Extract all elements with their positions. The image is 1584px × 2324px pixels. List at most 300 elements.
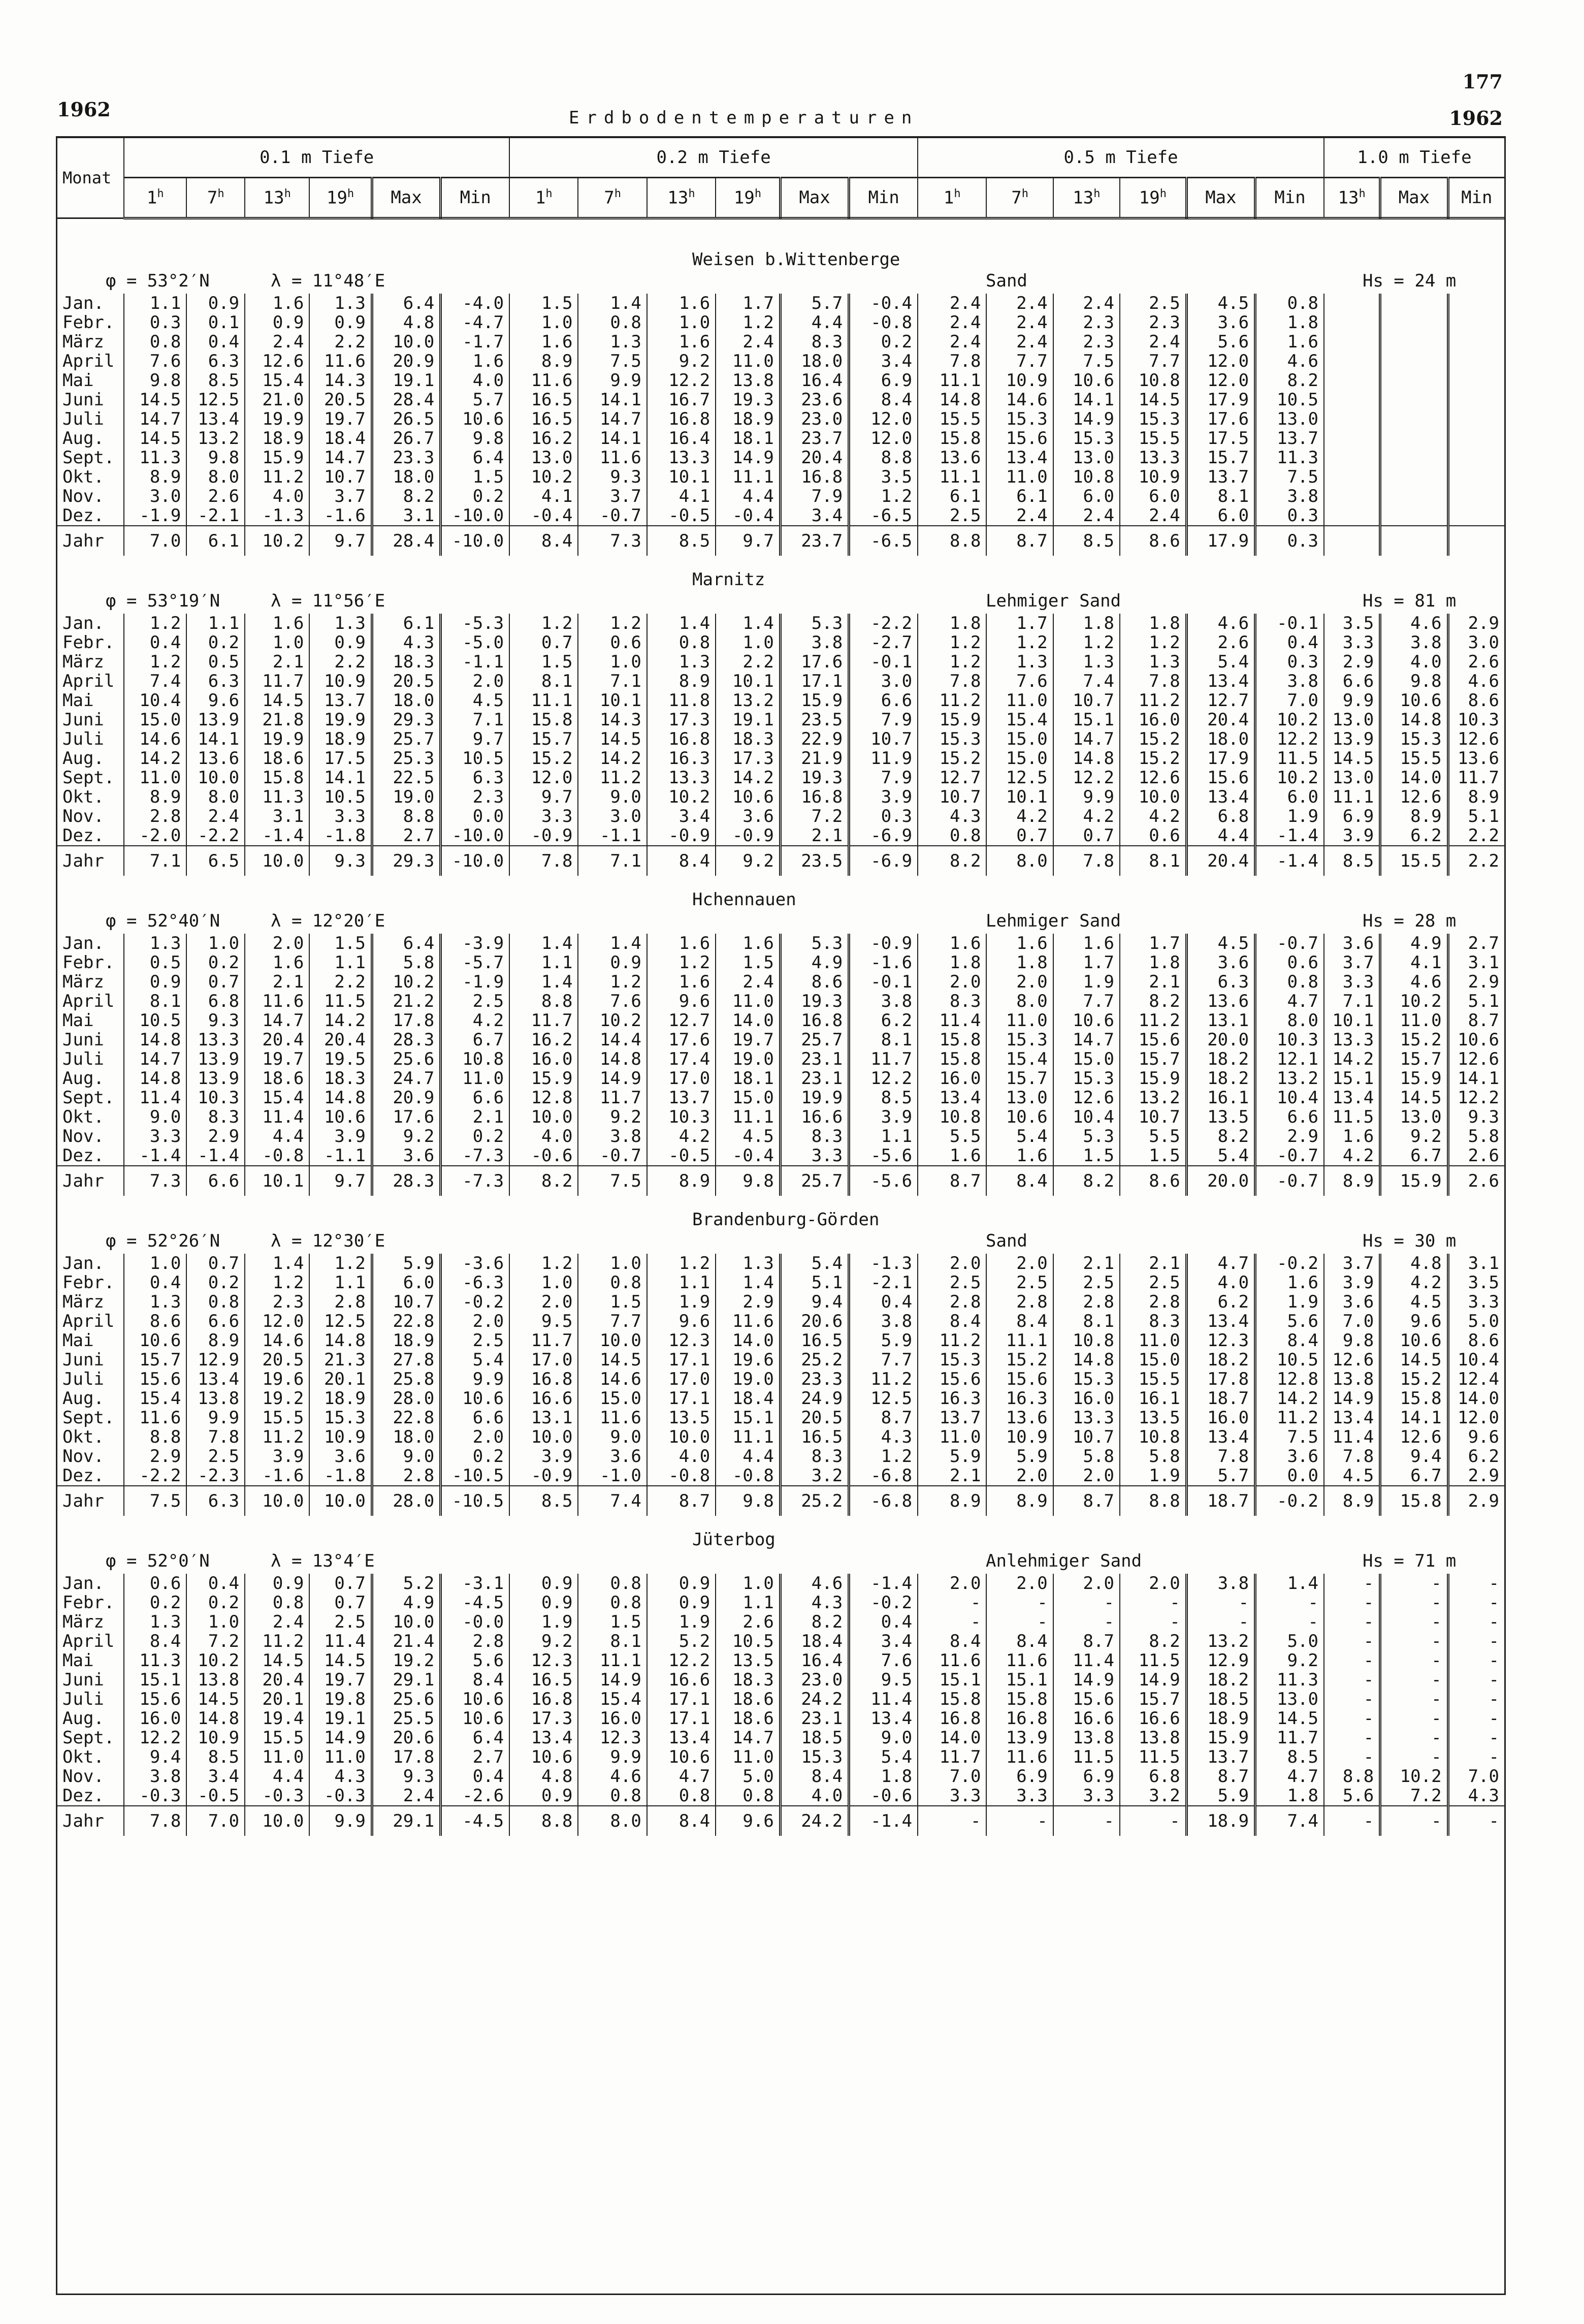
table-cell: 2.0 [1053, 1466, 1120, 1486]
table-cell: -1.9 [124, 506, 186, 526]
table-cell: 15.6 [1053, 1690, 1120, 1709]
table-cell: 20.5 [309, 390, 372, 409]
hour-value: 1 [535, 187, 546, 208]
table-cell: 9.2 [647, 352, 716, 371]
table-cell: 1.0 [578, 1254, 646, 1273]
table-cell: 9.8 [1324, 1331, 1380, 1350]
station-info [57, 876, 1504, 934]
station-soil: Sand [986, 1231, 1027, 1251]
table-cell: 1.8 [918, 614, 986, 633]
table-cell: 0.6 [1255, 953, 1324, 972]
table-cell: 1.1 [309, 1273, 372, 1292]
table-cell: 20.4 [245, 1030, 309, 1049]
table-cell: -10.5 [441, 1466, 509, 1486]
table-cell: - [1380, 1632, 1448, 1651]
station-hs: Hs = 81 m [1363, 591, 1457, 611]
table-cell: 15.5 [245, 1408, 309, 1427]
table-cell: 10.2 [1255, 710, 1324, 729]
table-cell: 14.7 [1053, 729, 1120, 749]
table-cell: 9.8 [716, 1166, 780, 1196]
table-cell: 12.1 [1255, 1049, 1324, 1069]
table-cell: 1.9 [1255, 1292, 1324, 1312]
table-cell: 7.2 [1380, 1786, 1448, 1806]
month-label: Juni [62, 710, 104, 730]
table-cell: 15.4 [245, 371, 309, 390]
table-cell: 1.1 [186, 614, 245, 633]
header-min: Min [1255, 178, 1324, 218]
table-row [57, 409, 1504, 429]
header-max: Max [1186, 178, 1255, 218]
table-cell: 11.4 [1324, 1427, 1380, 1447]
table-cell: 23.1 [780, 1069, 849, 1088]
table-cell: 20.9 [372, 352, 440, 371]
table-cell: 13.7 [647, 1088, 716, 1107]
table-cell: 15.4 [245, 1088, 309, 1107]
table-cell: 15.0 [716, 1088, 780, 1107]
table-cell: 3.6 [1324, 934, 1380, 953]
table-cell: 0.2 [186, 1593, 245, 1612]
table-cell [1324, 429, 1380, 448]
table-cell: 10.0 [309, 1486, 372, 1516]
table-cell: 9.8 [186, 448, 245, 467]
table-cell: 1.4 [509, 934, 578, 953]
table-cell: 14.5 [186, 1690, 245, 1709]
table-cell: 2.4 [716, 332, 780, 352]
table-cell [1324, 294, 1380, 313]
table-cell: 6.2 [1186, 1292, 1255, 1312]
table-cell: 4.1 [647, 487, 716, 506]
table-cell: 1.3 [1120, 652, 1186, 672]
table-cell: 1.7 [1053, 953, 1120, 972]
table-cell: 8.9 [918, 1486, 986, 1516]
table-cell: 11.6 [986, 1651, 1053, 1670]
station-header-row [57, 876, 1504, 934]
table-cell: 0.4 [849, 1612, 918, 1632]
table-cell: 8.9 [186, 1331, 245, 1350]
table-cell: 20.9 [372, 1088, 440, 1107]
table-cell: 11.7 [578, 1088, 646, 1107]
table-cell: 10.1 [245, 1166, 309, 1196]
table-cell: 0.8 [647, 633, 716, 652]
table-cell: 14.1 [1053, 390, 1120, 409]
table-cell: 16.6 [1120, 1709, 1186, 1728]
year-right: 1962 [1449, 107, 1503, 130]
table-cell: 9.0 [849, 1728, 918, 1747]
station-phi: φ = 52°40′N [106, 911, 220, 931]
table-cell: 10.0 [509, 1427, 578, 1447]
table-cell: 20.5 [245, 1350, 309, 1370]
year-left: 1962 [57, 98, 111, 121]
table-cell: 1.6 [918, 934, 986, 953]
table-cell: 7.5 [124, 1486, 186, 1516]
table-cell: 13.4 [1324, 1408, 1380, 1427]
table-cell: -5.6 [849, 1146, 918, 1166]
table-cell [1380, 332, 1448, 352]
table-row [57, 448, 1504, 467]
table-cell: 2.4 [1120, 332, 1186, 352]
table-cell: 20.4 [245, 1670, 309, 1690]
table-cell: 17.0 [509, 1350, 578, 1370]
table-cell: 6.1 [918, 487, 986, 506]
table-cell: 15.9 [509, 1069, 578, 1088]
table-cell: 14.2 [716, 768, 780, 787]
table-cell: 11.0 [986, 691, 1053, 710]
table-row [57, 749, 1504, 768]
table-cell: 8.8 [509, 992, 578, 1011]
table-cell: 9.2 [372, 1127, 440, 1146]
table-cell: 0.7 [309, 1574, 372, 1593]
station-lambda: λ = 12°30′E [271, 1231, 385, 1251]
table-cell: 14.5 [245, 1651, 309, 1670]
table-cell: - [1380, 1612, 1448, 1632]
table-cell: -3.1 [441, 1574, 509, 1593]
table-cell: 5.3 [1053, 1127, 1120, 1146]
table-cell: 6.4 [441, 1728, 509, 1747]
table-cell: 4.2 [1324, 1146, 1380, 1166]
table-cell: 11.7 [509, 1331, 578, 1350]
table-cell: - [986, 1806, 1053, 1836]
table-row [57, 313, 1504, 332]
table-cell [1380, 429, 1448, 448]
table-cell: 5.0 [1255, 1632, 1324, 1651]
table-cell: 4.3 [918, 807, 986, 826]
table-cell: 13.8 [186, 1670, 245, 1690]
table-cell: 7.2 [780, 807, 849, 826]
table-cell: 2.4 [918, 294, 986, 313]
table-row [57, 992, 1504, 1011]
table-cell: 15.2 [1380, 1370, 1448, 1389]
table-row [57, 710, 1504, 729]
month-label: April [62, 991, 115, 1011]
table-cell: 11.5 [1053, 1747, 1120, 1767]
table-cell: 11.2 [245, 1427, 309, 1447]
table-cell: 10.6 [441, 1690, 509, 1709]
table-cell: 23.5 [780, 846, 849, 876]
table-cell: 1.2 [309, 1254, 372, 1273]
table-cell: - [1380, 1651, 1448, 1670]
table-cell: 15.0 [986, 729, 1053, 749]
table-cell: 9.3 [1448, 1107, 1504, 1127]
table-cell: 15.6 [986, 429, 1053, 448]
table-cell: 7.9 [780, 487, 849, 506]
table-cell: 15.7 [509, 729, 578, 749]
table-cell: 11.1 [716, 1427, 780, 1447]
table-cell: 15.1 [716, 1408, 780, 1427]
table-cell: -0.2 [441, 1292, 509, 1312]
table-cell: 10.6 [124, 1331, 186, 1350]
table-cell: 20.0 [1186, 1166, 1255, 1196]
table-cell: 10.6 [1380, 1331, 1448, 1350]
table-cell: 29.1 [372, 1806, 440, 1836]
table-cell: - [1448, 1574, 1504, 1593]
table-row [57, 1088, 1504, 1107]
table-cell: 6.4 [372, 934, 440, 953]
table-cell: -1.4 [849, 1806, 918, 1836]
header-min: Min [1448, 178, 1504, 218]
table-cell: 0.8 [647, 1786, 716, 1806]
table-cell: 14.9 [1324, 1389, 1380, 1408]
table-body [57, 218, 1504, 1836]
table-cell: -0.8 [647, 1466, 716, 1486]
table-cell: 4.7 [1255, 1767, 1324, 1786]
month-label: Nov. [62, 1766, 104, 1787]
table-cell: 12.2 [1448, 1088, 1504, 1107]
table-cell: 11.7 [245, 672, 309, 691]
table-cell: 18.2 [1186, 1049, 1255, 1069]
month-label: Okt. [62, 1107, 104, 1127]
table-cell: 11.3 [245, 787, 309, 807]
table-cell: 7.1 [124, 846, 186, 876]
table-cell: 18.0 [372, 1427, 440, 1447]
table-cell: 13.3 [1120, 448, 1186, 467]
table-cell: 8.2 [1255, 371, 1324, 390]
table-cell [1324, 332, 1380, 352]
table-cell: 25.5 [372, 1709, 440, 1728]
table-cell: -2.2 [186, 826, 245, 846]
table-cell: 4.5 [1380, 1292, 1448, 1312]
table-cell: 11.2 [918, 1331, 986, 1350]
table-cell: 4.3 [1448, 1786, 1504, 1806]
table-cell: 0.7 [1053, 826, 1120, 846]
table-cell: 2.9 [124, 1447, 186, 1466]
table-cell: -0.7 [1255, 1166, 1324, 1196]
table-row [57, 1049, 1504, 1069]
month-label: Aug. [62, 748, 104, 769]
table-cell: 2.4 [986, 506, 1053, 526]
station-name: Weisen b.Wittenberge [692, 249, 900, 270]
table-cell: 2.8 [1120, 1292, 1186, 1312]
table-cell [1324, 506, 1380, 526]
station-header-row [57, 218, 1504, 294]
table-cell: 12.2 [647, 1651, 716, 1670]
table-cell [1380, 371, 1448, 390]
table-cell: 3.6 [1255, 1447, 1324, 1466]
table-cell: 17.4 [647, 1049, 716, 1069]
table-cell: 7.7 [1120, 352, 1186, 371]
table-cell: 13.9 [986, 1728, 1053, 1747]
table-cell: 5.4 [441, 1350, 509, 1370]
table-cell: 11.1 [716, 467, 780, 487]
table-cell: 8.2 [780, 1612, 849, 1632]
table-cell [1324, 352, 1380, 371]
table-cell: - [1448, 1709, 1504, 1728]
table-cell: 15.4 [124, 1389, 186, 1408]
table-cell: 4.5 [1324, 1466, 1380, 1486]
table-cell: 4.2 [1120, 807, 1186, 826]
table-cell: 2.0 [1053, 1574, 1120, 1593]
table-cell: 10.8 [1120, 371, 1186, 390]
table-cell: 4.4 [245, 1767, 309, 1786]
month-label: April [62, 1631, 115, 1651]
table-cell: 2.4 [918, 332, 986, 352]
table-cell: 11.1 [509, 691, 578, 710]
table-cell: 18.2 [1186, 1350, 1255, 1370]
table-cell: -0.8 [849, 313, 918, 332]
table-cell: 10.9 [309, 1427, 372, 1447]
table-cell: 16.3 [986, 1389, 1053, 1408]
table-row [57, 371, 1504, 390]
table-cell: 2.0 [918, 1574, 986, 1593]
month-label: Juli [62, 409, 104, 429]
table-cell: 3.6 [1186, 953, 1255, 972]
table-cell: 28.4 [372, 390, 440, 409]
table-cell: 2.0 [441, 1312, 509, 1331]
table-cell: 0.4 [186, 332, 245, 352]
table-cell: 19.2 [245, 1389, 309, 1408]
station-hs: Hs = 24 m [1363, 271, 1457, 291]
table-cell: 14.8 [1053, 1350, 1120, 1370]
table-cell: 0.8 [1255, 972, 1324, 992]
table-cell: 7.6 [124, 352, 186, 371]
table-cell: 2.4 [245, 1612, 309, 1632]
station-name: Hchennauen [692, 889, 796, 910]
table-cell: 4.6 [1448, 672, 1504, 691]
table-cell: 18.9 [1186, 1806, 1255, 1836]
table-cell: 1.3 [986, 652, 1053, 672]
table-cell: 2.6 [1448, 1146, 1504, 1166]
month-label: Dez. [62, 1466, 104, 1486]
table-cell [1448, 487, 1504, 506]
table-cell: 4.1 [1380, 953, 1448, 972]
table-cell: 4.5 [1186, 294, 1255, 313]
table-cell: 16.8 [509, 1370, 578, 1389]
table-cell: 14.7 [245, 1011, 309, 1030]
table-cell: 13.0 [509, 448, 578, 467]
table-cell: 2.1 [1120, 972, 1186, 992]
table-cell: 8.1 [849, 1030, 918, 1049]
table-cell: 3.6 [578, 1447, 646, 1466]
table-cell: -0.3 [124, 1786, 186, 1806]
table-cell: 8.6 [780, 972, 849, 992]
table-cell: 0.9 [186, 294, 245, 313]
table-cell: 5.2 [647, 1632, 716, 1651]
table-cell: 8.1 [1120, 846, 1186, 876]
table-cell: 4.7 [1186, 1254, 1255, 1273]
table-cell: 19.6 [716, 1350, 780, 1370]
month-label: Juli [62, 1689, 104, 1709]
table-cell: 7.1 [1324, 992, 1380, 1011]
table-row [57, 807, 1504, 826]
table-row [57, 1312, 1504, 1331]
table-cell [1380, 313, 1448, 332]
table-cell: 1.7 [986, 614, 1053, 633]
table-cell: 8.8 [124, 1427, 186, 1447]
table-cell: - [918, 1806, 986, 1836]
table-cell: 7.4 [1053, 672, 1120, 691]
table-cell: 7.7 [849, 1350, 918, 1370]
table-cell: 10.2 [186, 1651, 245, 1670]
table-cell: 13.3 [1053, 1408, 1120, 1427]
table-cell: 20.6 [372, 1728, 440, 1747]
table-cell: 5.6 [1255, 1312, 1324, 1331]
table-cell: 29.1 [372, 1670, 440, 1690]
table-cell: -2.2 [124, 1466, 186, 1486]
table-cell: 1.9 [1120, 1466, 1186, 1486]
table-cell: 1.8 [1120, 614, 1186, 633]
table-cell: 2.9 [186, 1127, 245, 1146]
header-max: Max [780, 178, 849, 218]
table-cell: 1.5 [578, 1292, 646, 1312]
table-cell: 18.5 [780, 1728, 849, 1747]
table-cell: 8.2 [1186, 1127, 1255, 1146]
table-cell [1448, 352, 1504, 371]
table-cell: 1.1 [716, 1593, 780, 1612]
table-cell: 3.8 [1255, 672, 1324, 691]
table-cell: 19.0 [372, 787, 440, 807]
table-cell: 13.2 [186, 429, 245, 448]
table-cell: 14.7 [716, 1728, 780, 1747]
table-cell: 16.8 [647, 729, 716, 749]
table-cell: 24.9 [780, 1389, 849, 1408]
table-cell: 1.2 [849, 1447, 918, 1466]
table-cell: 15.7 [1120, 1049, 1186, 1069]
table-cell: 11.4 [849, 1690, 918, 1709]
table-cell: 11.7 [509, 1011, 578, 1030]
table-row [57, 429, 1504, 448]
table-cell: 14.1 [1448, 1069, 1504, 1088]
table-cell: 17.8 [372, 1011, 440, 1030]
table-cell: 10.3 [1255, 1030, 1324, 1049]
table-cell: 13.3 [647, 448, 716, 467]
table-cell: 6.5 [186, 846, 245, 876]
table-cell: 8.7 [1448, 1011, 1504, 1030]
table-cell: 0.8 [245, 1593, 309, 1612]
table-cell: 17.3 [647, 710, 716, 729]
table-cell: 10.6 [441, 1389, 509, 1408]
table-cell: 17.1 [647, 1350, 716, 1370]
table-cell: 3.4 [849, 352, 918, 371]
table-cell: 16.5 [509, 409, 578, 429]
table-cell: 9.6 [647, 1312, 716, 1331]
table-cell: 15.1 [1324, 1069, 1380, 1088]
table-cell: 12.3 [647, 1331, 716, 1350]
table-cell: 13.6 [986, 1408, 1053, 1427]
table-cell: 4.9 [780, 953, 849, 972]
table-row [57, 1331, 1504, 1350]
table-cell: 8.3 [1120, 1312, 1186, 1331]
table-cell [1324, 390, 1380, 409]
table-cell: 1.0 [716, 1574, 780, 1593]
table-cell: 12.0 [1186, 371, 1255, 390]
table-cell: 19.5 [309, 1049, 372, 1069]
table-cell: 9.9 [578, 1747, 646, 1767]
station-header-row [57, 1196, 1504, 1254]
month-label: Sept. [62, 1728, 115, 1748]
table-cell: 20.1 [245, 1690, 309, 1709]
table-cell: 23.5 [780, 710, 849, 729]
table-cell: 0.9 [509, 1593, 578, 1612]
table-cell: 15.2 [918, 749, 986, 768]
table-cell: 7.5 [578, 1166, 646, 1196]
table-cell: 16.4 [647, 429, 716, 448]
table-cell: 12.5 [849, 1389, 918, 1408]
month-label: Okt. [62, 787, 104, 807]
table-cell: 10.7 [372, 1292, 440, 1312]
table-cell: 3.8 [1186, 1574, 1255, 1593]
table-cell: 8.4 [986, 1312, 1053, 1331]
table-cell: -1.3 [849, 1254, 918, 1273]
table-cell: 12.5 [186, 390, 245, 409]
table-cell: 0.8 [578, 1574, 646, 1593]
month-label: Jan. [62, 933, 104, 953]
table-cell: 7.8 [1120, 672, 1186, 691]
table-cell: 2.4 [1120, 506, 1186, 526]
table-cell: 1.2 [918, 652, 986, 672]
table-cell: - [1380, 1709, 1448, 1728]
table-cell: 8.0 [186, 787, 245, 807]
table-cell: 16.5 [780, 1331, 849, 1350]
month-label: Nov. [62, 1446, 104, 1467]
